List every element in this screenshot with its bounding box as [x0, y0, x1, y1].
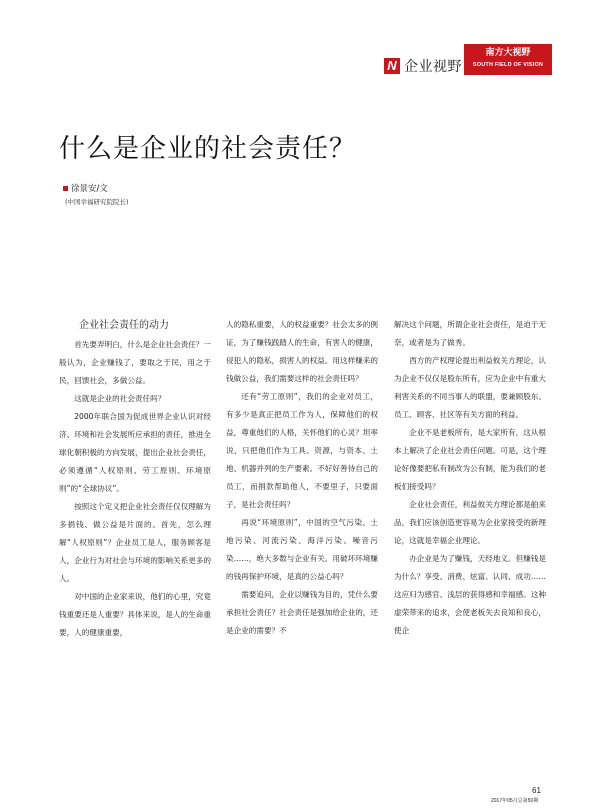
section-name-cn: 南方大视野 [485, 48, 531, 58]
logo-mark-icon: N [384, 58, 400, 74]
logo-text: 企业视野 [404, 59, 462, 75]
paragraph: 首先要弄明白，什么是企业社会责任？一般认为，企业赚钱了，要取之于民，用之于民，回馈社会，多做公益。 [59, 340, 211, 385]
column-3 [394, 316, 546, 640]
paragraph: 企业不是老板所有，是大家所有，这从根本上解决了企业社会责任问题。可是，这个理论好像要把私有制改为公有制，能为我们的老板们接受吗？ [394, 428, 546, 491]
section-heading: 企业社会责任的动力 [79, 320, 169, 331]
bullet-square-icon [63, 186, 68, 191]
page-number: 61 [532, 786, 541, 795]
paragraph: 这就是企业的社会责任吗？ [74, 394, 166, 403]
magazine-logo [384, 56, 462, 76]
paragraph: 还有“劳工原则”，我们的企业对员工，有多少是真正把员工作为人，保障他们的权益，尊重他们的人格，关怀他们的心灵？坦率说，只把他们作为工具、资源，与资本、土地、机器并列的生产要素。不好好善待自己的员工，而捐款帮助他人，不要里子，只要面子，是社会责任吗？ [226, 392, 378, 509]
paragraph: 解决这个问题，所谓企业社会责任，是迫于无奈，或者是为了做秀。 [394, 320, 546, 347]
section-name-en: SOUTH FIELD OF VISION [472, 62, 544, 68]
paragraph: 2000年联合国为促成世界企业认识对经济、环境和社会发展所应承担的责任，推进全球化朝积极的方向发展，提出企业社会责任，必须遵循“人权原则、劳工原则、环境原则”的“全球协议”。 [59, 412, 211, 493]
paragraph: 需要追问，企业以赚钱为目的，凭什么要承担社会责任？社会责任是强加给企业的，还是企业的需要？不 [226, 590, 378, 635]
author-name: 徐景安/文 [71, 184, 108, 194]
header-rule [464, 74, 552, 75]
paragraph: 再说“环境原则”，中国的空气污染、土地污染、河流污染、海洋污染、噪音污染……，绝大多数与企业有关。用破坏环境赚的钱再保护环境，是真的公益心吗？ [226, 518, 378, 581]
paragraph: 西方的产权理论提出利益攸关方理论，认为企业不仅仅是股东所有，应为企业中有重大利害关系的不同当事人的联盟，要兼顾股东、员工、顾客、社区等有关方面的利益。 [394, 356, 546, 419]
article-title: 什么是企业的社会责任？ [59, 134, 357, 164]
column-1 [59, 316, 211, 642]
section-banner [464, 44, 552, 74]
paragraph: 办企业是为了赚钱，天经地义。但赚钱是为什么？享受、消费、炫富、认同、成功……这应归为感官、浅层的获得感和幸福感。这种虚荣带来的追求，会使老板失去良知和良心，使企 [394, 554, 546, 635]
issue-info: 2017年05月总第50期 [491, 798, 539, 804]
author-line [63, 182, 108, 194]
paragraph: 按照这个定义把企业社会责任仅仅理解为多捐钱、做公益是片面的。首先，怎么理解“人权原则”？企业员工是人，服务顾客是人，企业行为对社会与环境的影响关系更多的人。 [59, 502, 211, 583]
paragraph: 人的隐私重要，人的权益重要？社会太多的例证，为了赚钱践踏人的生命，有害人的健康，侵犯人的隐私，损害人的权益。用这样赚来的钱做公益，我们需要这样的社会责任吗？ [226, 320, 378, 383]
author-affiliation: (中国幸福研究院院长) [65, 198, 129, 206]
column-2 [226, 316, 378, 640]
paragraph: 企业社会责任，利益攸关方理论都是舶来品，我们应该创造更容易为企业家接受的新理论，这就是幸福企业理论。 [394, 500, 546, 545]
paragraph: 对中国的企业家来说，他们的心里，究竟钱重要还是人重要？具体来说，是人的生命重要，人的健康重要， [59, 592, 211, 637]
